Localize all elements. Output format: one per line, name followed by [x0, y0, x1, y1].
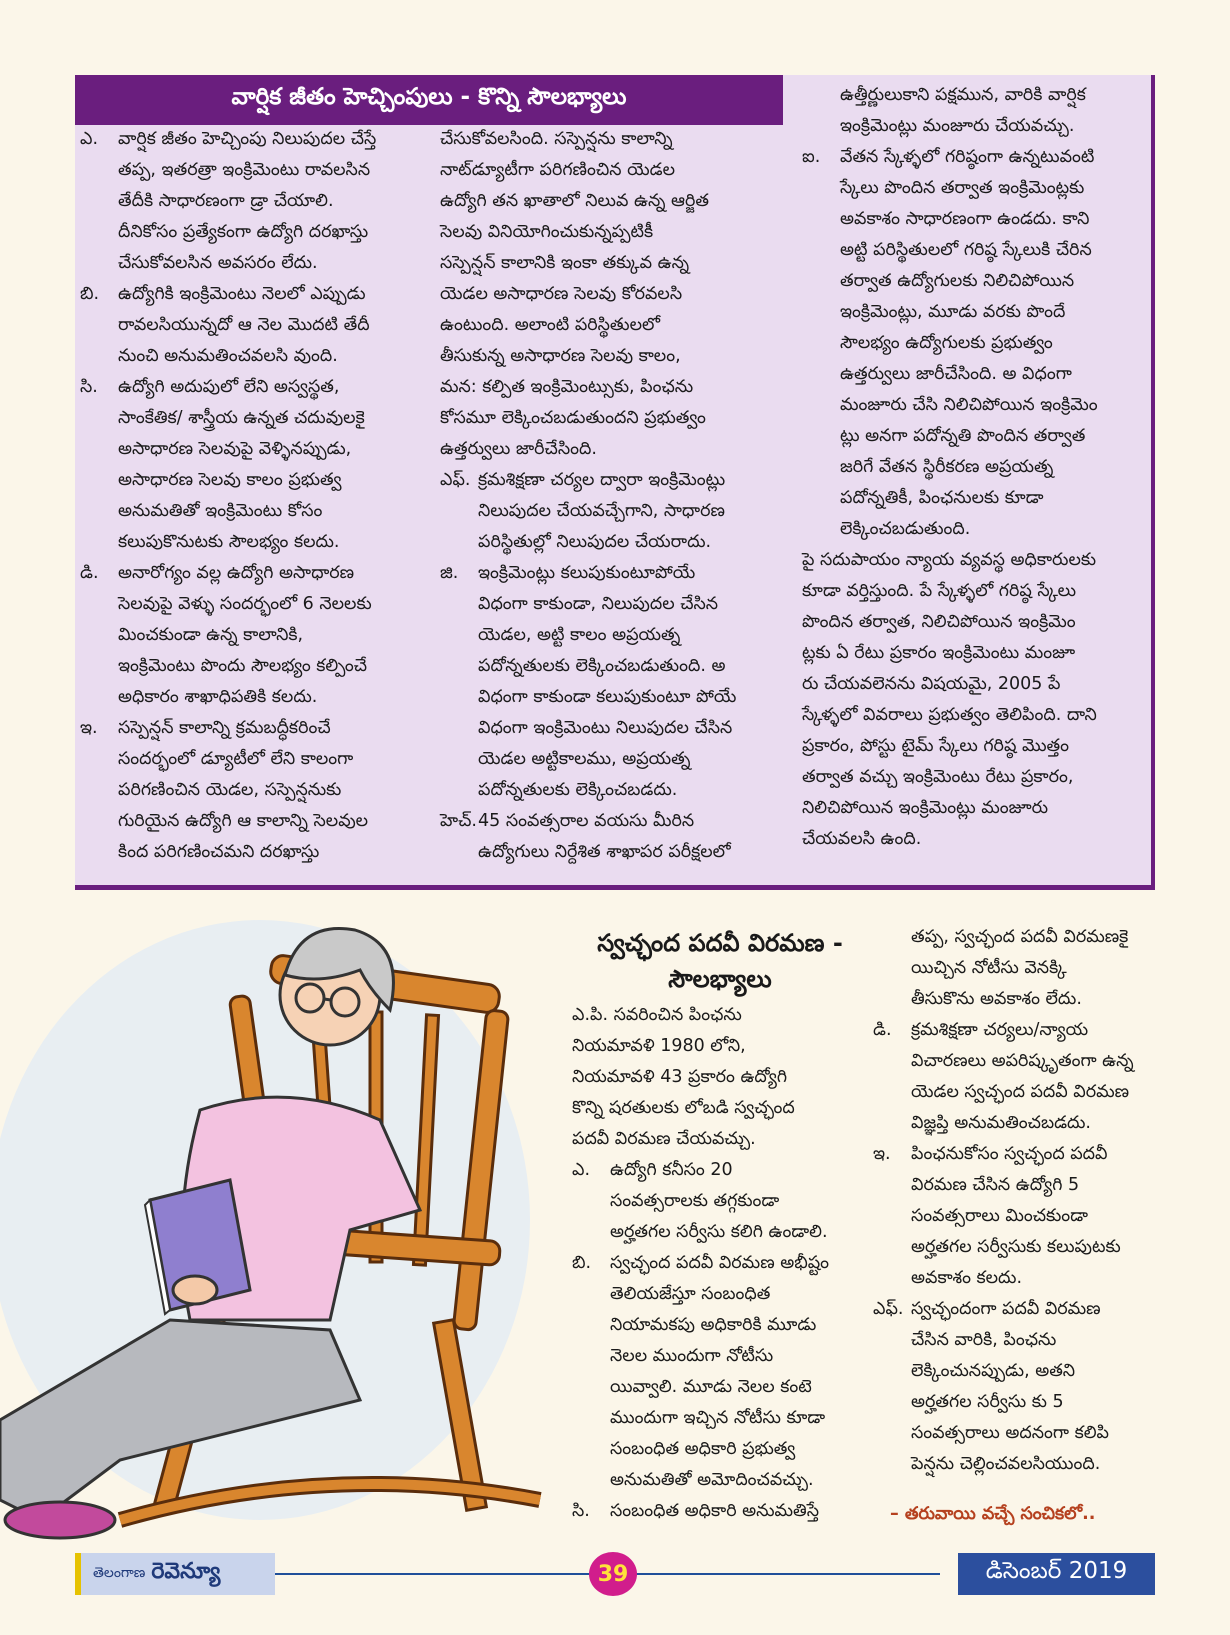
text-line: సందర్భంలో డ్యూటీలో లేని కాలంగా — [118, 749, 354, 769]
item-label: ఇ. — [873, 1144, 891, 1164]
article-banner-title: వార్షిక జీతం హెచ్చింపులు - కొన్ని సౌలభ్యాలు — [75, 75, 783, 125]
top-column-3 — [802, 80, 1142, 855]
item-text — [911, 1015, 1163, 1139]
item-label: జి. — [440, 563, 459, 583]
text-line: తీసుకొను అవకాశం లేదు. — [911, 989, 1082, 1009]
text-line: పరిగణించిన యెడల, సస్పెన్షనుకు — [118, 780, 342, 800]
text-line: సంవత్సరాలు మించకుండా — [911, 1206, 1088, 1226]
list-item — [802, 545, 1142, 855]
item-label: ఎ. — [572, 1160, 591, 1180]
list-item — [440, 465, 780, 558]
list-item — [80, 713, 455, 868]
text-line: స్వచ్ఛందంగా పదవీ విరమణ — [911, 1299, 1101, 1319]
text-line: ఉద్యోగి కనీసం 20 — [610, 1160, 733, 1180]
item-text — [610, 1155, 862, 1248]
item-label: ఇ. — [80, 718, 98, 738]
list-item — [572, 1496, 862, 1527]
list-item — [572, 1155, 862, 1248]
item-text — [118, 372, 455, 558]
text-line: అర్హతగల సర్వీసుకు కలుపుటకు — [911, 1237, 1121, 1257]
text-line: కలుపుకొనుటకు సౌలభ్యం కలదు. — [118, 532, 340, 552]
text-line: ట్లకు ఏ రేటు ప్రకారం ఇంక్రిమెంటు మంజూ — [802, 643, 1076, 663]
text-line: అనారోగ్యం వల్ల ఉద్యోగి అసాధారణ — [118, 563, 355, 583]
item-label: ఎఫ్. — [440, 470, 471, 490]
text-line: ఉద్యోగికి ఇంక్రిమెంటు నెలలో ఎప్పుడు — [118, 284, 366, 304]
item-label: డి. — [80, 563, 99, 583]
text-line: పరిస్థితుల్లో నిలుపుదల చేయరాదు. — [478, 532, 712, 552]
text-line: ఉత్తర్వులు జారీచేసింది. — [440, 439, 597, 459]
footer-issue-date: డిసెంబర్ 2019 — [958, 1553, 1155, 1595]
text-line: ఉద్యోగి తన ఖాతాలో నిలువ ఉన్న ఆర్జిత — [440, 191, 709, 211]
text-line: సాంకేతిక/ శాస్త్రీయ ఉన్నత చదువులకై — [118, 408, 365, 428]
text-line: యెడల అసాధారణ సెలవు కోరవలసి — [440, 284, 683, 304]
text-line: పదోన్నతికీ, పింఛనులకు కూడా — [840, 488, 1044, 508]
item-label: సి. — [80, 377, 98, 397]
text-line: రావలసియున్నదో ఆ నెల మొదటి తేదీ — [118, 315, 370, 335]
text-line: మంజూరు చేసి నిలిచిపోయిన ఇంక్రిమెం — [840, 395, 1098, 415]
item-label: హెచ్. — [440, 811, 477, 831]
text-line: సంబంధిత అధికారి ప్రభుత్వ — [610, 1439, 796, 1459]
text-line: ఇంక్రిమెంటు పొందు సౌలభ్యం కల్పించే — [118, 656, 368, 676]
text-line: స్కేళ్ళలో వివరాలు ప్రభుత్వం తెలిపింది. దాని — [802, 705, 1097, 725]
item-text — [118, 558, 455, 713]
item-text — [911, 1294, 1163, 1480]
text-line: చేసుకోవలసింది. సస్పెన్షను కాలాన్ని — [440, 129, 673, 149]
text-line: సౌలభ్యం ఉద్యోగులకు ప్రభుత్వం — [840, 333, 1053, 353]
text-line: అధికారం శాఖాధిపతికి కలదు. — [118, 687, 318, 707]
text-line: తర్వాత ఉద్యోగులకు నిలిచిపోయిన — [840, 271, 1075, 291]
item-text — [478, 558, 780, 806]
list-item — [873, 1294, 1163, 1480]
text-line: విజ్ఞప్తి అనుమతించబడదు. — [911, 1113, 1091, 1133]
item-text — [118, 713, 455, 868]
item-text — [911, 1139, 1163, 1294]
list-item — [440, 124, 780, 465]
item-text — [840, 142, 1142, 545]
text-line: నుంచి అనుమతించవలసి వుంది. — [118, 346, 338, 366]
item-label: ఎ. — [80, 129, 99, 149]
item-text — [118, 279, 455, 372]
text-line: విరమణ చేసిన ఉద్యోగి 5 — [911, 1175, 1080, 1195]
text-line: స్కేలు పొందిన తర్వాత ఇంక్రిమెంట్లకు — [840, 178, 1085, 198]
text-line: తీసుకున్న అసాధారణ సెలవు కాలం, — [440, 346, 681, 366]
text-line: ఇంక్రిమెంట్లు మంజూరు చేయవచ్చు. — [840, 116, 1075, 136]
text-line: సంబంధిత అధికారి అనుమతిస్తే — [610, 1501, 819, 1521]
list-item — [80, 558, 455, 713]
text-line: తర్వాత వచ్చు ఇంక్రిమెంటు రేటు ప్రకారం, — [802, 767, 1074, 787]
top-column-1 — [80, 124, 455, 868]
continued-note — [890, 1497, 1170, 1530]
text-line: ప్రకారం, పోస్టు టైమ్ స్కేలు గరిష్ఠ మొత్తం — [802, 736, 1070, 756]
text-line: స్వచ్ఛంద పదవీ విరమణ అభీష్టం — [610, 1253, 830, 1273]
text-line: ఇంక్రిమెంట్లు, మూడు వరకు పొందే — [840, 302, 1066, 322]
text-line: కింద పరిగణించమని దరఖాస్తు — [118, 842, 320, 862]
text-line: తప్ప, ఇతరత్రా ఇంక్రిమెంటు రావలసిన — [118, 160, 371, 180]
text-line: వేతన స్కేళ్ళలో గరిష్ఠంగా ఉన్నటువంటి — [840, 147, 1095, 167]
list-item — [440, 558, 780, 806]
text-line: నియమావళి 1980 లోని, — [572, 1036, 746, 1056]
list-item — [802, 80, 1142, 142]
text-line: అర్హతగల సర్వీసు కు 5 — [911, 1392, 1064, 1412]
text-line: ఉద్యోగి అదుపులో లేని అస్వస్థత, — [118, 377, 340, 397]
text-line: ఉద్యోగులు నిర్దేశిత శాఖాపర పరీక్షలలో — [478, 842, 731, 862]
text-line: సస్పెన్షన్ కాలాన్ని క్రమబద్ధీకరించే — [118, 718, 331, 738]
text-line: యిచ్చిన నోటీసు వెనక్కి — [911, 958, 1067, 978]
text-line: ఎ.పి. సవరించిన పింఛను — [572, 1005, 742, 1025]
text-line: సస్పెన్షన్ కాలానికి ఇంకా తక్కువ ఉన్న — [440, 253, 690, 273]
item-text — [911, 922, 1163, 1015]
text-line: సెలవుపై వెళ్ళు సందర్భంలో 6 నెలలకు — [118, 594, 372, 614]
list-item — [80, 124, 455, 279]
text-line: యెడల, అట్టి కాలం అప్రయత్న — [478, 625, 681, 645]
text-line: యెడల అట్టికాలము, అప్రయత్న — [478, 749, 691, 769]
text-line: ముందుగా ఇచ్చిన నోటీసు కూడా — [610, 1408, 826, 1428]
item-label: ఐ. — [802, 147, 821, 167]
item-text — [610, 1496, 862, 1527]
text-line: దీనికోసం ప్రత్యేకంగా ఉద్యోగి దరఖాస్తు — [118, 222, 369, 242]
item-text — [840, 80, 1142, 142]
text-line: గురియైన ఉద్యోగి ఆ కాలాన్ని సెలవుల — [118, 811, 369, 831]
item-label: బి. — [572, 1253, 592, 1273]
text-line: సంవత్సరాలకు తగ్గకుండా — [610, 1191, 780, 1211]
item-label: బి. — [80, 284, 100, 304]
page-number: 39 — [589, 1552, 637, 1596]
continued-note-text: – తరువాయి వచ్చే సంచికలో.. — [890, 1504, 1096, 1524]
text-line: జరిగే వేతన స్థిరీకరణ అప్రయత్న — [840, 457, 1054, 477]
text-line: నాట్‌డ్యూటీగా పరిగణించిన యెడల — [440, 160, 676, 180]
text-line: మన: కల్పిత ఇంక్రిమెంట్సుకు, పింఛను — [440, 377, 694, 397]
text-line: కోసమూ లెక్కించబడుతుందని ప్రభుత్వం — [440, 408, 706, 428]
text-line: నెలల ముందుగా నోటీసు — [610, 1346, 774, 1366]
list-item — [572, 1248, 862, 1496]
text-line: పొందిన తర్వాత, నిలిచిపోయిన ఇంక్రిమెం — [802, 612, 1076, 632]
text-line: మించకుండా ఉన్న కాలానికి, — [118, 625, 304, 645]
item-label: డి. — [873, 1020, 892, 1040]
text-line: యెడల స్వచ్ఛంద పదవీ విరమణ — [911, 1082, 1130, 1102]
text-line: తప్ప, స్వచ్ఛంద పదవీ విరమణకై — [911, 927, 1129, 947]
text-line: నియమావళి 43 ప్రకారం ఉద్యోగి — [572, 1067, 788, 1087]
item-text — [440, 124, 780, 465]
text-line: ట్లు అనగా పదోన్నతి పొందిన తర్వాత — [840, 426, 1086, 446]
text-line: క్రమశిక్షణా చర్యలు/న్యాయ — [911, 1020, 1089, 1040]
item-text — [802, 545, 1142, 855]
text-line: 45 సంవత్సరాల వయసు మీరిన — [478, 811, 695, 831]
text-line: చేసిన వారికి, పింఛను — [911, 1330, 1057, 1350]
text-line: విధంగా కాకుండా, నిలుపుదల చేసిన — [478, 594, 719, 614]
magazine-name-big: రెవెన్యూ — [151, 1559, 221, 1584]
item-text — [610, 1248, 862, 1496]
text-line: ఉత్తీర్ణులుకాని పక్షమున, వారికి వార్షిక — [840, 85, 1086, 105]
text-line: తెలియజేస్తూ సంబంధిత — [610, 1284, 771, 1304]
bottom-column-2 — [873, 922, 1163, 1480]
item-text — [478, 465, 780, 558]
text-line: విధంగా కాకుండా కలుపుకుంటూ పోయే — [478, 687, 737, 707]
text-line: కూడా వర్తిస్తుంది. పే స్కేళ్ళలో గరిష్ఠ స్కేలు — [802, 581, 1077, 601]
text-line: విచారణలు అపరిష్కృతంగా ఉన్న — [911, 1051, 1134, 1071]
list-item — [802, 142, 1142, 545]
text-line: పింఛనుకోసం స్వచ్ఛంద పదవీ — [911, 1144, 1108, 1164]
text-line: క్రమశిక్షణా చర్యల ద్వారా ఇంక్రిమెంట్లు — [478, 470, 726, 490]
text-line: అసాధారణ సెలవు కాలం ప్రభుత్వ — [118, 470, 342, 490]
item-text — [572, 1000, 862, 1155]
text-line: లెక్కించునప్పుడు, అతని — [911, 1361, 1076, 1381]
text-line: తేదీకి సాధారణంగా డ్రా చేయాలి. — [118, 191, 334, 211]
text-line: నిలిచిపోయిన ఇంక్రిమెంట్లు మంజూరు — [802, 798, 1049, 818]
item-label: ఎఫ్. — [873, 1299, 904, 1319]
list-item — [572, 1000, 862, 1155]
text-line: రు చేయవలెనను విషయమై, 2005 పే — [802, 674, 1061, 694]
text-line: పదోన్నతులకు లెక్కించబడదు. — [478, 780, 678, 800]
text-line: పదవీ విరమణ చేయవచ్చు. — [572, 1129, 756, 1149]
text-line: సెలవు వినియోగించుకున్నప్పటికీ — [440, 222, 654, 242]
text-line: ఉంటుంది. అలాంటి పరిస్థితులలో — [440, 315, 661, 335]
text-line: యివ్వాలి. మూడు నెలల కంటె — [610, 1377, 812, 1397]
item-text — [118, 124, 455, 279]
item-text — [478, 806, 780, 868]
text-line: అసాధారణ సెలవుపై వెళ్ళినప్పుడు, — [118, 439, 352, 459]
bottom-column-1 — [572, 1000, 862, 1527]
magazine-name-small: తెలంగాణ — [93, 1564, 146, 1581]
slipper — [5, 1502, 115, 1538]
list-item — [873, 922, 1163, 1015]
text-line: అనుమతితో ఇంక్రిమెంటు కోసం — [118, 501, 323, 521]
text-line: చేయవలసి ఉంది. — [802, 829, 922, 849]
text-line: నియామకపు అధికారికి మూడు — [610, 1315, 817, 1335]
text-line: కొన్ని షరతులకు లోబడి స్వచ్ఛంద — [572, 1098, 795, 1118]
text-line: అవకాశం సాధారణంగా ఉండదు. కాని — [840, 209, 1090, 229]
text-line: పై సదుపాయం న్యాయ వ్యవస్థ అధికారులకు — [802, 550, 1097, 570]
item-label: సి. — [572, 1501, 590, 1521]
text-line: ఇంక్రిమెంట్లు కలుపుకుంటూపోయే — [478, 563, 696, 583]
text-line: వార్షిక జీతం హెచ్చింపు నిలుపుదల చేస్తే — [118, 129, 377, 149]
top-column-2 — [440, 124, 780, 868]
text-line: పదోన్నతులకు లెక్కించబడుతుంది. అ — [478, 656, 726, 676]
text-line: సంవత్సరాలు అదనంగా కలిపి — [911, 1423, 1109, 1443]
footer-magazine-name — [75, 1553, 275, 1595]
text-line: చేసుకోవలసిన అవసరం లేదు. — [118, 253, 318, 273]
text-line: అవకాశం కలదు. — [911, 1268, 1023, 1288]
list-item — [873, 1139, 1163, 1294]
text-line: అర్హతగల సర్వీసు కలిగి ఉండాలి. — [610, 1222, 828, 1242]
list-item — [80, 372, 455, 558]
text-line: నిలుపుదల చేయవచ్చేగాని, సాధారణ — [478, 501, 725, 521]
bottom-article-title: స్వచ్ఛంద పదవీ విరమణ - సౌలభ్యాలు — [597, 929, 843, 993]
text-line: లెక్కించబడుతుంది. — [840, 519, 971, 539]
list-item — [80, 279, 455, 372]
text-line: విధంగా ఇంక్రిమెంటు నిలుపుదల చేసిన — [478, 718, 733, 738]
text-line: అనుమతితో అమోదించవచ్చు. — [610, 1470, 814, 1490]
text-line: పెన్షను చెల్లించవలసియుంది. — [911, 1454, 1101, 1474]
rocking-chair-illustration — [0, 900, 580, 1560]
list-item — [440, 806, 780, 868]
text-line: అట్టి పరిస్థితులలో గరిష్ఠ స్కేలుకి చేరిన — [840, 240, 1092, 260]
list-item — [873, 1015, 1163, 1139]
text-line: ఉత్తర్వులు జారీచేసింది. అ విధంగా — [840, 364, 1072, 384]
